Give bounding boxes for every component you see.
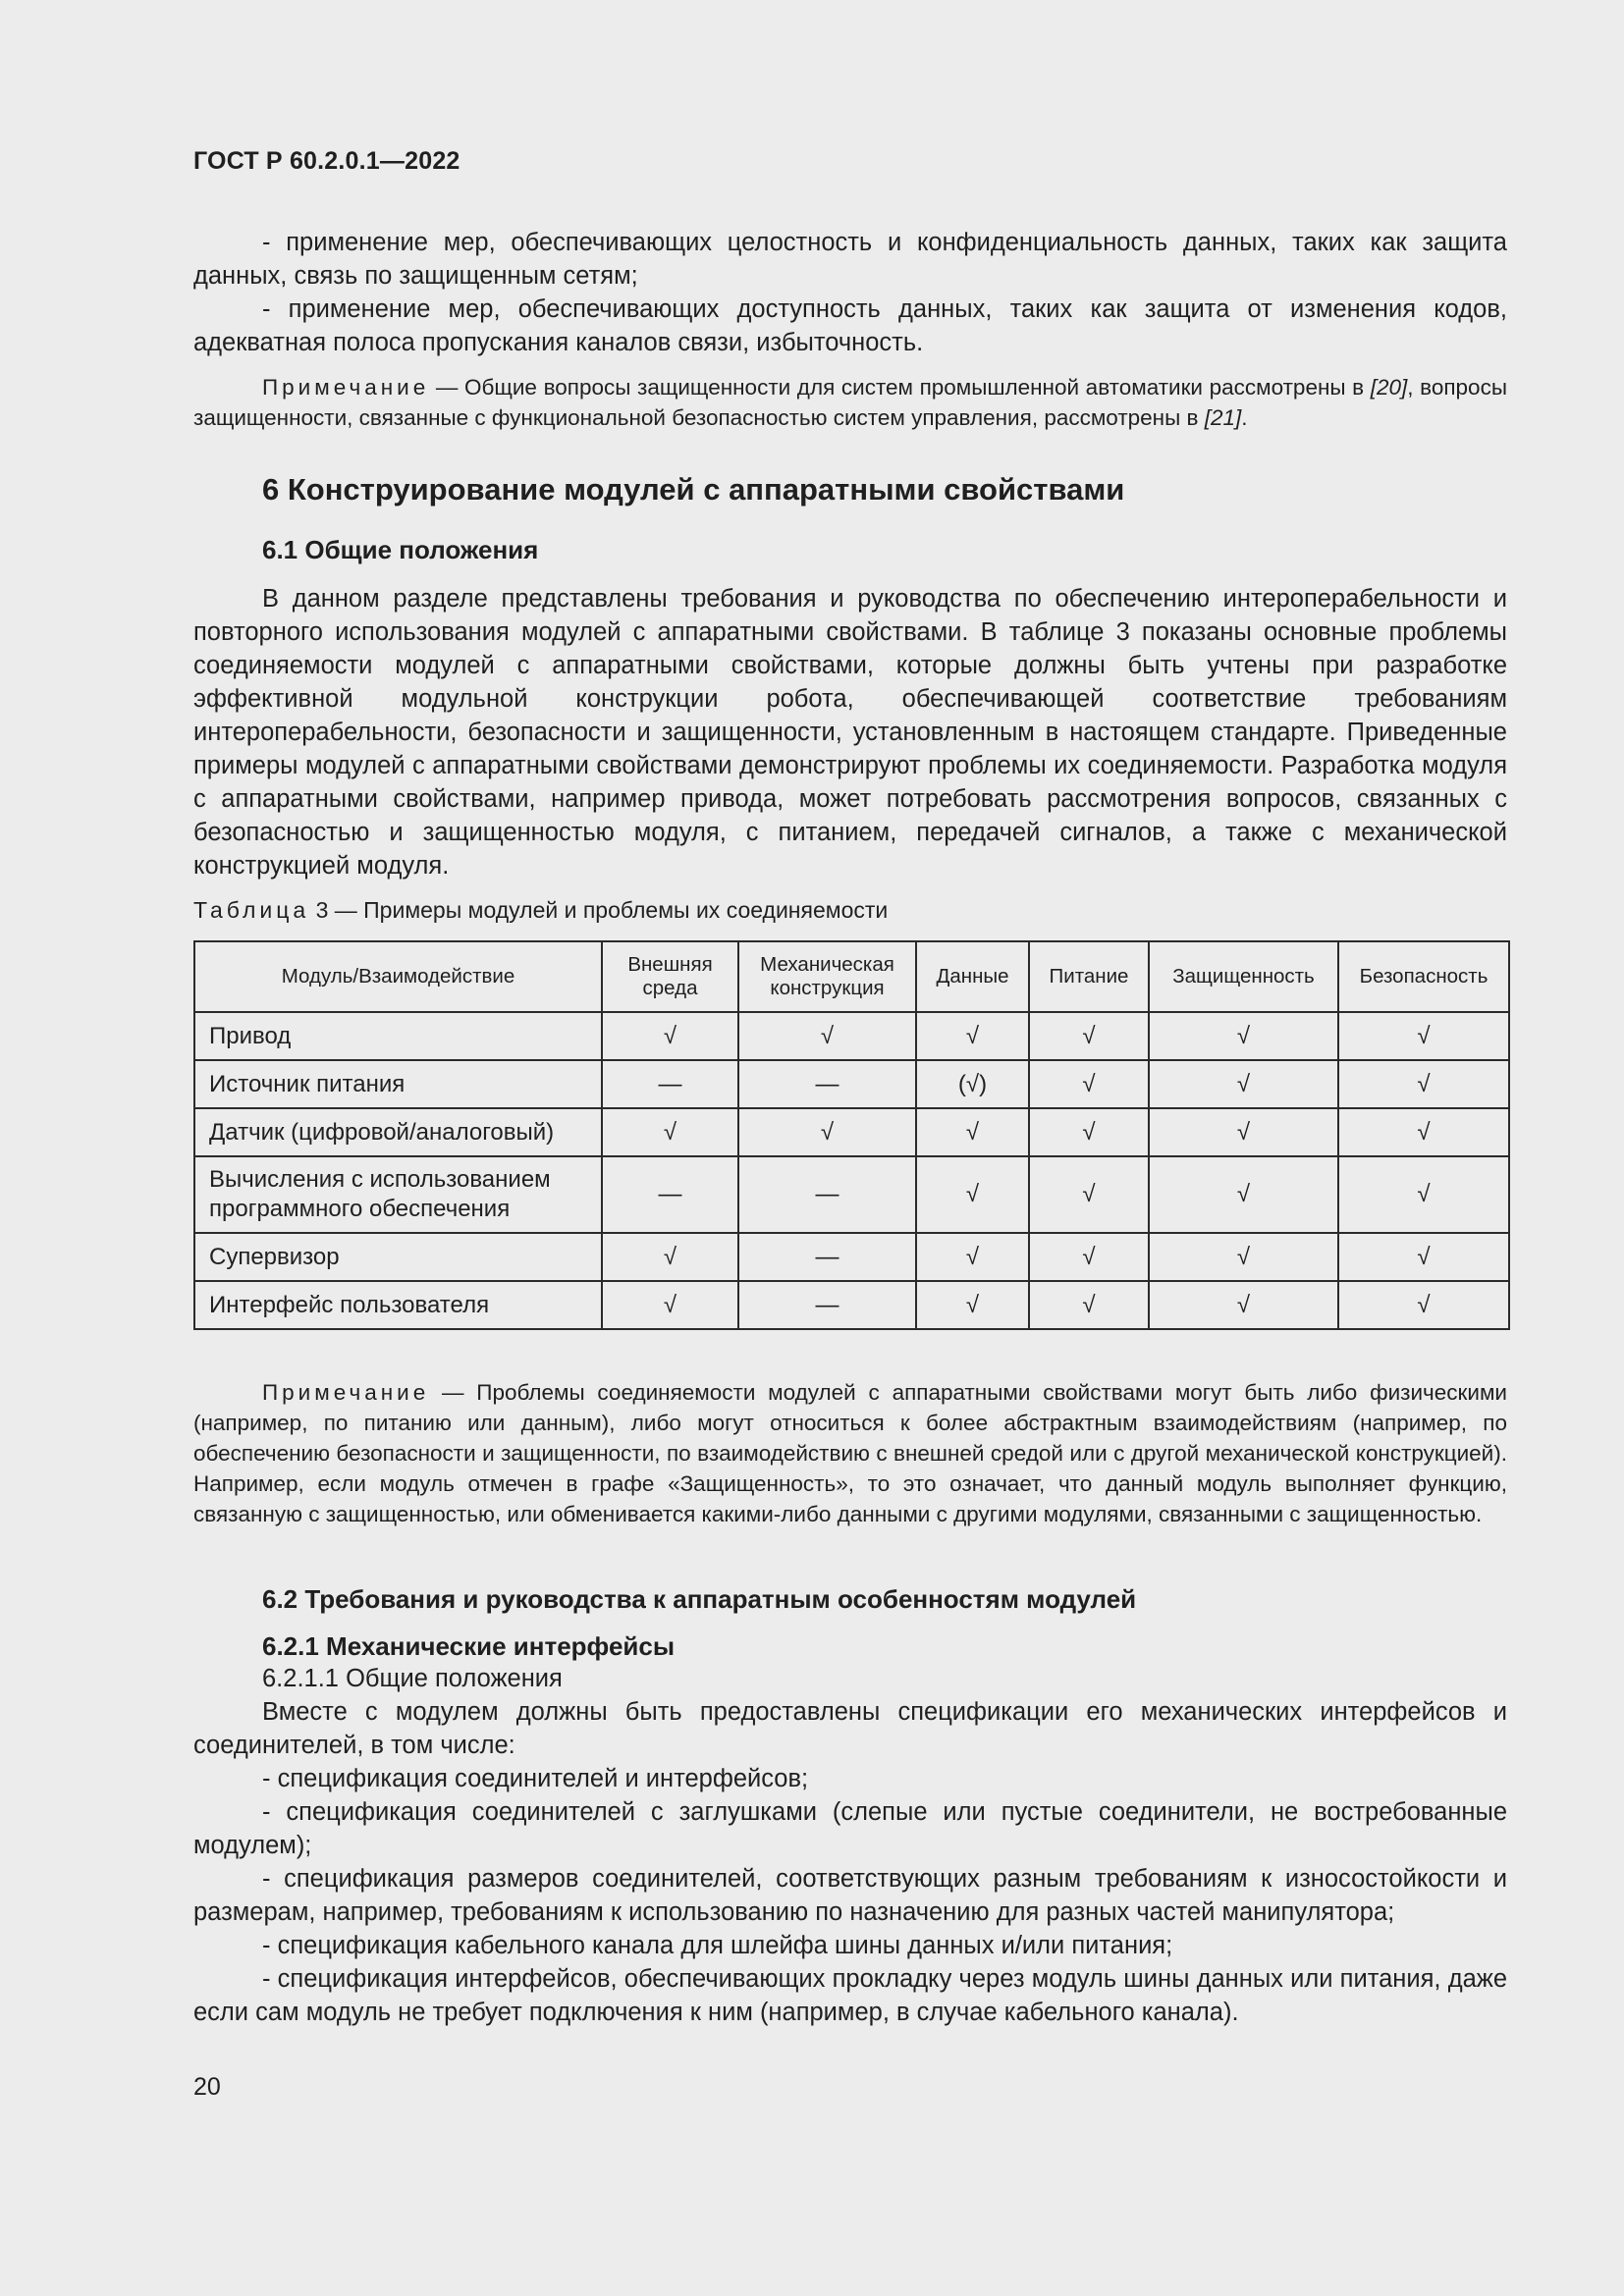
note-ref: [21]	[1204, 405, 1242, 430]
table-cell: —	[602, 1156, 738, 1233]
note-text: .	[1241, 405, 1248, 430]
table-cell: √	[1149, 1233, 1338, 1281]
table-cell: √	[916, 1156, 1029, 1233]
table-cell: √	[1149, 1012, 1338, 1060]
section-6-1-paragraph	[193, 582, 1507, 882]
intro-note	[193, 372, 1507, 433]
table-cell: Датчик (цифровой/аналоговый)	[194, 1108, 602, 1156]
table-cell: √	[916, 1233, 1029, 1281]
table-3-caption	[193, 897, 888, 924]
note-label: Примечание	[262, 375, 430, 400]
column-header: Защищенность	[1149, 941, 1338, 1012]
section-6-2-title: 6.2 Требования и руководства к аппаратным особенностям модулей	[262, 1584, 1137, 1614]
intro-item-2: - применение мер, обеспечивающих доступность данных, таких как защита от изменения кодов, адекватная полоса пропускания каналов связи, избыточность.	[193, 295, 1507, 356]
note-text: — Общие вопросы защищенности для систем промышленной автоматики рассмотрены в	[429, 375, 1371, 400]
column-header: Безопасность	[1338, 941, 1509, 1012]
table-row	[194, 1281, 1509, 1329]
table-row	[194, 1060, 1509, 1108]
table-cell: √	[602, 1108, 738, 1156]
note-label: Примечание	[262, 1380, 430, 1405]
table-cell: Супервизор	[194, 1233, 602, 1281]
table-cell: √	[1029, 1108, 1149, 1156]
table-cell: √	[916, 1108, 1029, 1156]
table-cell: √	[916, 1281, 1029, 1329]
section-6-2-1-1-title: 6.2.1.1 Общие положения	[262, 1665, 563, 1692]
intro-item-1: - применение мер, обеспечивающих целостность и конфиденциальность данных, таких как защита данных, связь по защищенным сетям;	[193, 229, 1507, 290]
table-cell: √	[916, 1012, 1029, 1060]
table-row	[194, 1156, 1509, 1233]
list-item: - спецификация интерфейсов, обеспечивающих прокладку через модуль шины данных или питания, даже если сам модуль не требует подключения к ним (например, в случае кабельного канала).	[193, 1965, 1507, 2026]
note-ref: [20]	[1370, 375, 1408, 400]
table-cell: √	[1149, 1060, 1338, 1108]
table-cell: √	[1149, 1156, 1338, 1233]
table-cell: —	[738, 1156, 916, 1233]
table-cell: √	[1338, 1108, 1509, 1156]
table-row	[194, 1233, 1509, 1281]
table-cell: —	[738, 1233, 916, 1281]
note-text: — Проблемы соединяемости модулей с аппаратными свойствами могут быть либо физическими (например, по питанию или данным), либо могут относиться к более абстрактным взаимодействиям (например, по обеспечению безопасности и защищенности, по взаимодействию с внешней средой или с другой механической конструкцией). Например, если модуль отмечен в графе «Защищенность», то это означает, что данный модуль выполняет функцию, связанную с защищенностью, или обменивается какими-либо данными с другими модулями, связанными с защищенностью.	[193, 1380, 1507, 1526]
column-header: Модуль/Взаимодействие	[194, 941, 602, 1012]
column-header: Питание	[1029, 941, 1149, 1012]
column-header: Данные	[916, 941, 1029, 1012]
table-row	[194, 1108, 1509, 1156]
list-item: - спецификация соединителей с заглушками (слепые или пустые соединители, не востребованные модулем);	[193, 1798, 1507, 1859]
table-cell: √	[602, 1012, 738, 1060]
table-cell: √	[1338, 1233, 1509, 1281]
table-cell: √	[1029, 1233, 1149, 1281]
caption-label: Таблица	[193, 897, 310, 923]
list-item: - спецификация кабельного канала для шлейфа шины данных и/или питания;	[262, 1932, 1173, 1959]
table-cell: √	[1029, 1060, 1149, 1108]
table-cell: Вычисления с использованием программного обеспечения	[194, 1156, 602, 1233]
document-header: ГОСТ Р 60.2.0.1—2022	[193, 147, 460, 175]
table-cell: √	[1338, 1281, 1509, 1329]
table-cell: √	[1149, 1281, 1338, 1329]
intro-list	[193, 226, 1507, 359]
table-header-row	[194, 941, 1509, 1012]
table-cell: √	[602, 1233, 738, 1281]
table-cell: √	[1338, 1012, 1509, 1060]
paragraph-text: В данном разделе представлены требования и руководства по обеспечению интероперабельности и повторного использования модулей с аппаратными свойствами. В таблице 3 показаны основные проблемы соединяемости модулей с аппаратными свойствами, которые должны быть учтены при разработке эффективной модульной конструкции робота, обеспечивающей соответствие требованиям интероперабельности, безопасности и защищенности, установленным в настоящем стандарте. Приведенные примеры модулей с аппаратными свойствами демонстрируют проблемы их соединяемости. Разработка модуля с аппаратными свойствами, например привода, может потребовать рассмотрения вопросов, связанных с безопасностью и защищенностью модуля, с питанием, передачей сигналов, а также с механической конструкцией модуля.	[193, 585, 1507, 880]
table-cell: —	[602, 1060, 738, 1108]
table-cell: √	[602, 1281, 738, 1329]
note-text: , вопросы защищенности, связанные с функциональной безопасностью систем управления, рассмотрены в	[193, 375, 1507, 430]
page-number: 20	[193, 2073, 221, 2101]
table-cell: √	[1029, 1012, 1149, 1060]
table-cell: √	[738, 1108, 916, 1156]
section-6-1-title: 6.1 Общие положения	[262, 535, 539, 564]
table-cell: (√)	[916, 1060, 1029, 1108]
table-cell: √	[1338, 1060, 1509, 1108]
list-item: - спецификация соединителей и интерфейсов;	[262, 1765, 809, 1792]
table-3-note	[193, 1377, 1507, 1529]
table-cell: √	[1029, 1156, 1149, 1233]
table-cell: Источник питания	[194, 1060, 602, 1108]
table-cell: Интерфейс пользователя	[194, 1281, 602, 1329]
section-6-title: 6 Конструирование модулей с аппаратными свойствами	[262, 472, 1125, 507]
lead-paragraph: Вместе с модулем должны быть предоставлены спецификации его механических интерфейсов и соединителей, в том числе:	[193, 1698, 1507, 1759]
table-row	[194, 1012, 1509, 1060]
table-cell: Привод	[194, 1012, 602, 1060]
table-3	[193, 940, 1510, 1330]
table-cell: √	[1338, 1156, 1509, 1233]
column-header: Внешняя среда	[602, 941, 738, 1012]
table-cell: √	[738, 1012, 916, 1060]
list-item: - спецификация размеров соединителей, соответствующих разным требованиям к износостойкости и размерам, например, требованиям к использованию по назначению для разных частей манипулятора;	[193, 1865, 1507, 1926]
table-cell: √	[1149, 1108, 1338, 1156]
section-6-2-1-title: 6.2.1 Механические интерфейсы	[262, 1631, 676, 1661]
table-cell: √	[1029, 1281, 1149, 1329]
section-6-2-1-1	[193, 1662, 1507, 2029]
table-cell: —	[738, 1281, 916, 1329]
caption-text: 3 — Примеры модулей и проблемы их соединяемости	[309, 897, 889, 923]
table-cell: —	[738, 1060, 916, 1108]
column-header: Механическая конструкция	[738, 941, 916, 1012]
